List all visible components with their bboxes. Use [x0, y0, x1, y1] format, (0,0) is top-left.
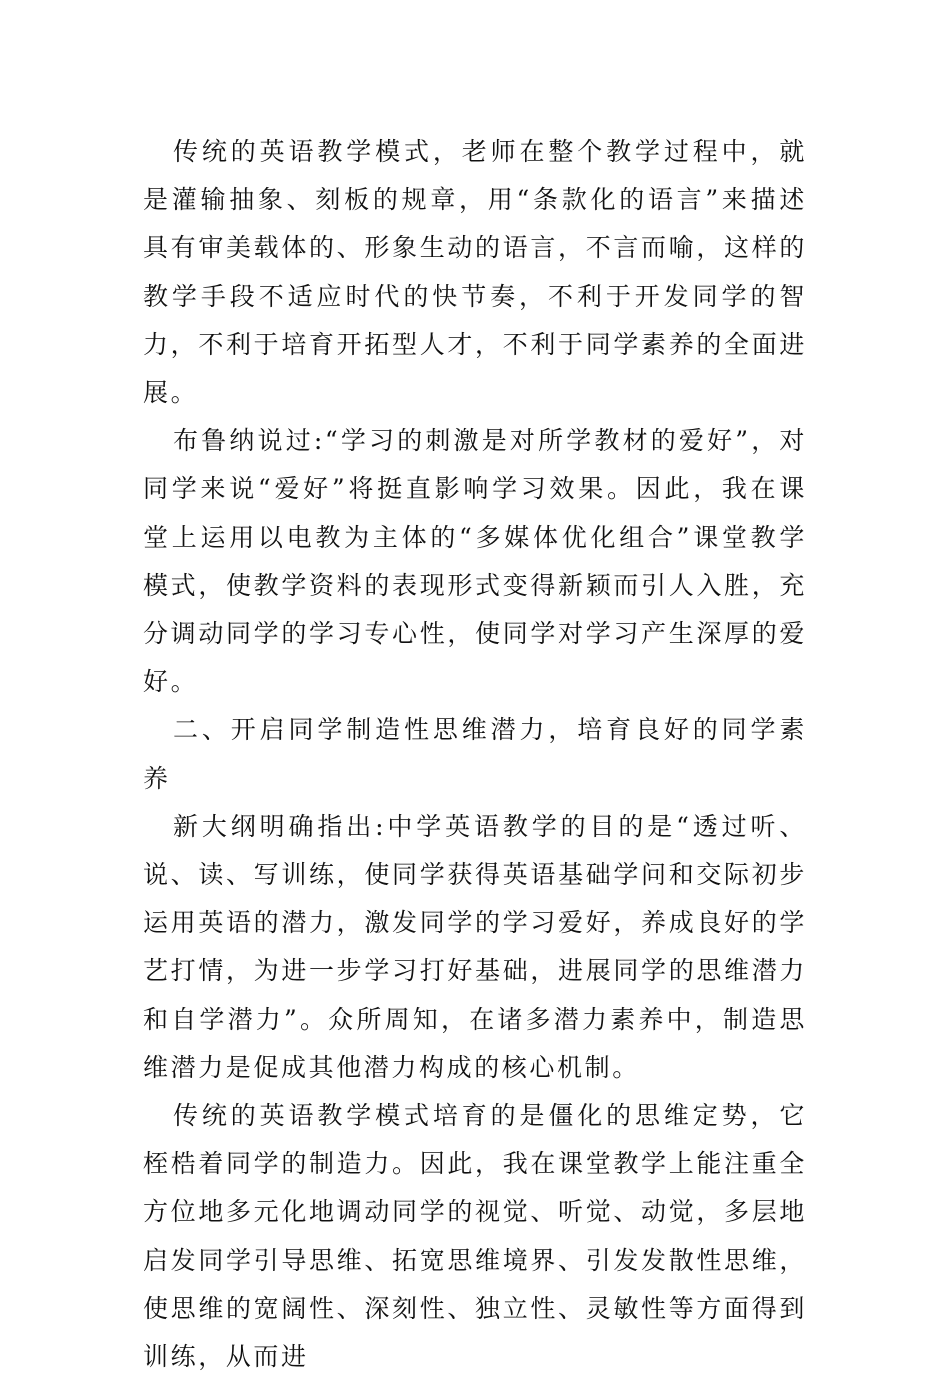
paragraph-traditional-mode: 传统的英语教学模式，老师在整个教学过程中，就是灌输抽象、刻板的规章，用“条款化的语言”来描述具有审美载体的、形象生动的语言，不言而喻，这样的教学手段不适应时代的快节奏，不利于开发同学的智力，不利于培育开拓型人才，不利于同学素养的全面进展。	[143, 137, 807, 408]
section-heading-creative-thinking: 二、开启同学制造性思维潜力，培育良好的同学素养	[143, 715, 807, 793]
paragraph-rigid-thinking: 传统的英语教学模式培育的是僵化的思维定势，它桎梏着同学的制造力。因此，我在课堂教学上能注重全方位地多元化地调动同学的视觉、听觉、动觉，多层地启发同学引导思维、拓宽思维境界、引发发散性思维，使思维的宽阔性、深刻性、独立性、灵敏性等方面得到训练，从而进	[143, 1101, 807, 1372]
document-body	[143, 128, 807, 1381]
paragraph-new-syllabus: 新大纲明确指出:中学英语教学的目的是“透过听、说、读、写训练，使同学获得英语基础学问和交际初步运用英语的潜力，激发同学的学习爱好，养成良好的学艺打情，为进一步学习打好基础，进展同学的思维潜力和自学潜力”。众所周知，在诸多潜力素养中，制造思维潜力是促成其他潜力构成的核心机制。	[143, 811, 807, 1082]
paragraph-bruner-quote: 布鲁纳说过:“学习的刺激是对所学教材的爱好”，对同学来说“爱好”将挺直影响学习效果。因此，我在课堂上运用以电教为主体的“多媒体优化组合”课堂教学模式，使教学资料的表现形式变得新颖而引人入胜，充分调动同学的学习专心性，使同学对学习产生深厚的爱好。	[143, 426, 807, 697]
